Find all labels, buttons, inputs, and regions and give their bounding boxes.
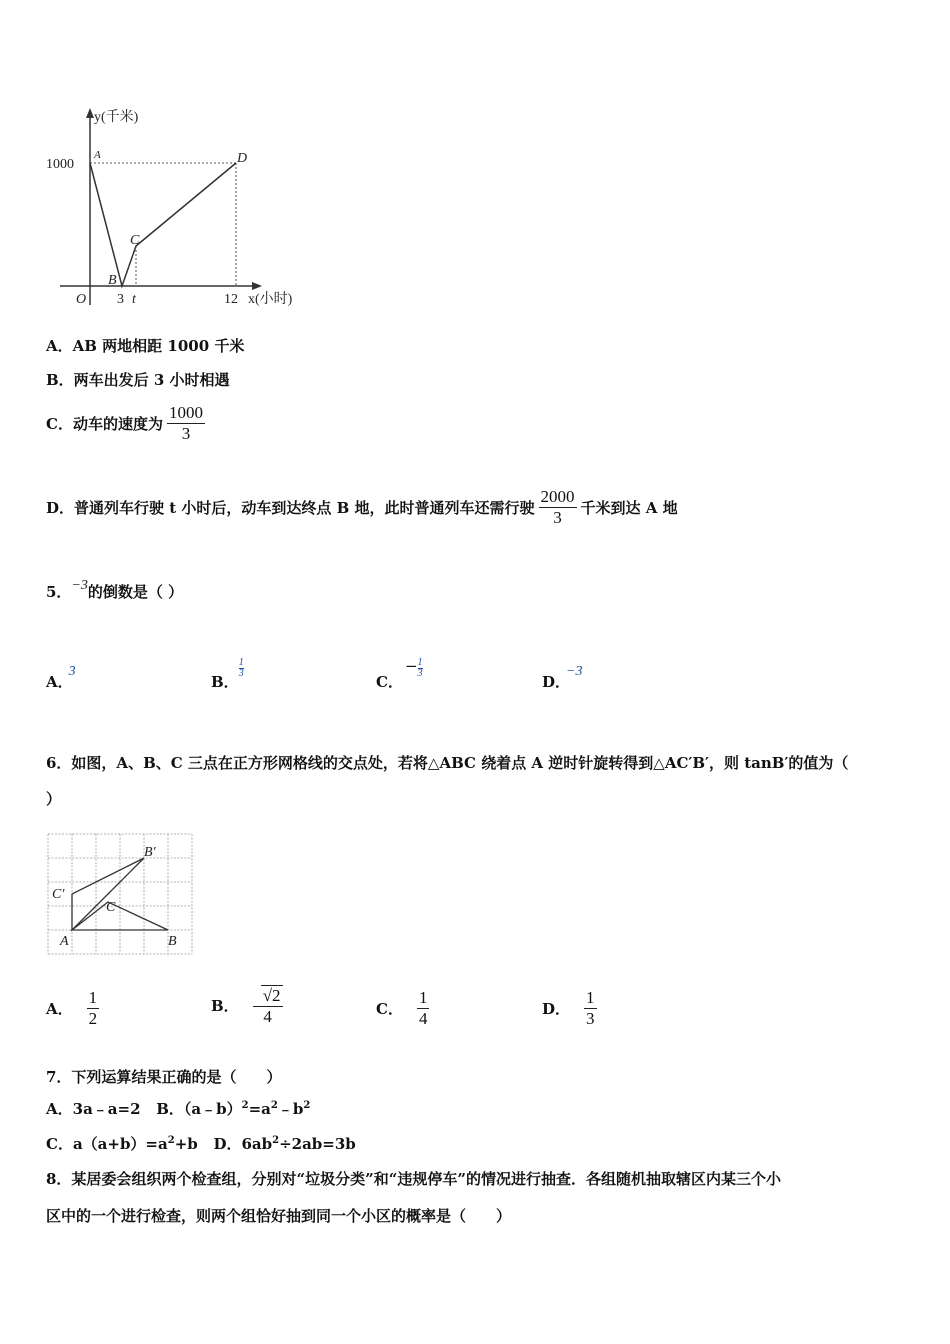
q5-b-numerator: 1 [238,657,244,668]
q6-option-b-fraction [253,985,283,1027]
q4-option-d-suffix: 千米到达 A 地 [580,498,678,517]
q6-option-c [376,988,429,1029]
origin-label: O [76,292,87,307]
label-c-prime: C′ [52,887,65,902]
label-b-prime: B′ [144,845,156,860]
q4-c-denominator: 3 [181,424,191,443]
q6-d-numerator: 1 [586,988,595,1007]
label-a: A [60,934,69,949]
point-label-c: C [130,233,140,248]
q5-option-d [542,664,583,694]
y-axis-label: y(千米) [94,110,139,125]
q5-option-b [211,657,244,701]
q4-option-c [46,403,205,444]
q4-d-denominator: 3 [553,508,562,527]
q5-stem-text: 的倒数是（ ） [87,583,184,601]
q5-c-sign: − [404,657,418,675]
q6-option-a-label: A． [46,999,73,1018]
q4-option-d [46,487,678,528]
q5-option-c-fraction [418,658,423,679]
q6-b-numerator: √2 [262,986,281,1005]
q5-option-b-fraction [239,658,244,679]
q6-option-d [542,988,597,1029]
q6-d-denominator: 3 [586,1009,595,1028]
q6-option-a [46,988,99,1029]
label-c: C [106,900,116,915]
q5-c-numerator: 1 [417,657,423,668]
x-axis-arrow [252,282,262,290]
q6-c-denominator: 4 [418,1009,428,1028]
q5-number: 5． [46,583,72,601]
q5-option-c [376,657,423,701]
q5-expression: −3 [71,578,88,593]
q7-option-b: B．$(a﹣b)^2=a^2﹣b^2$ [156,1100,311,1118]
q5-option-a-value: 3 [68,664,76,679]
q4-c-numerator: 1000 [168,403,203,422]
point-label-d: D [237,151,248,166]
q6-a-numerator: 1 [88,988,98,1007]
q4-option-c-fraction [167,403,205,444]
q4-option-b: B．两车出发后 3 小时相遇 [46,371,230,389]
q4-option-d-fraction [539,487,577,528]
distance-time-graph [40,100,310,315]
y-tick-1000: 1000 [46,157,74,172]
q5-b-denominator: 3 [238,668,244,679]
q5-option-d-label: D． [542,673,571,691]
q7-options-cd [46,1134,356,1154]
q6-option-c-fraction [417,988,430,1029]
x-tick-t: t [132,292,136,307]
q4-option-a: A．AB 两地相距 1000 千米 [46,337,245,355]
q6-c-numerator: 1 [418,988,428,1007]
q8-stem-line1: 8．某居委会组织两个检查组，分别对“垃圾分类”和“违规停车”的情况进行抽查．各组随机抽取辖区内某三个小 [46,1170,781,1188]
q5-stem [46,578,184,604]
q4-option-d-text: D．普通列车行驶 t 小时后，动车到达终点 B 地，此时普通列车还需行驶 [46,498,535,517]
q6-a-denominator: 2 [88,1009,98,1028]
x-axis-label: x(小时) [248,292,293,307]
q6-stem-line2: ） [46,790,62,808]
triangle-ac-b-prime [72,858,144,930]
point-label-b: B [108,273,117,288]
q5-option-b-label: B． [211,673,239,691]
q5-option-d-value: −3 [566,664,583,679]
q6-option-c-label: C． [376,999,403,1018]
q5-option-c-label: C． [376,673,403,691]
q4-d-numerator: 2000 [540,487,575,506]
q7-option-a: A．3a﹣a=2 [46,1100,141,1118]
q6-option-b-label: B． [211,997,239,1015]
q5-option-a [46,664,76,694]
q6-option-a-fraction [87,988,100,1029]
q7-options-ab [46,1099,310,1119]
q6-option-d-label: D． [542,999,571,1018]
q7-stem: 7．下列运算结果正确的是（ ） [46,1068,282,1086]
x-tick-12: 12 [224,292,238,307]
q7-option-d: D．$6ab^2\div 2ab=3b$ [213,1135,356,1153]
q4-option-c-text: C．动车的速度为 [46,414,163,433]
grid-rotation-figure [46,832,194,958]
x-tick-3: 3 [117,292,124,307]
q8-stem-line2: 区中的一个进行检查，则两个组恰好抽到同一个小区的概率是（ ） [46,1207,512,1225]
q5-c-denominator: 3 [417,668,423,679]
y-axis-arrow [86,108,94,118]
point-label-a: A [94,149,101,161]
q6-b-denominator: 4 [263,1007,272,1026]
q7-option-c: C．$a(a+b)=a^2+b$ [46,1135,198,1153]
q6-option-b [211,985,283,1027]
label-b: B [168,934,177,949]
segment-a-b-c-d [90,163,236,286]
q6-stem-line1: 6．如图，A、B、C 三点在正方形网格线的交点处，若将△ABC 绕着点 A 逆时针旋转得到△AC′B′，则 tanB′的值为（ [46,754,849,772]
q5-option-a-label: A． [46,673,73,691]
q6-option-d-fraction [584,988,597,1029]
